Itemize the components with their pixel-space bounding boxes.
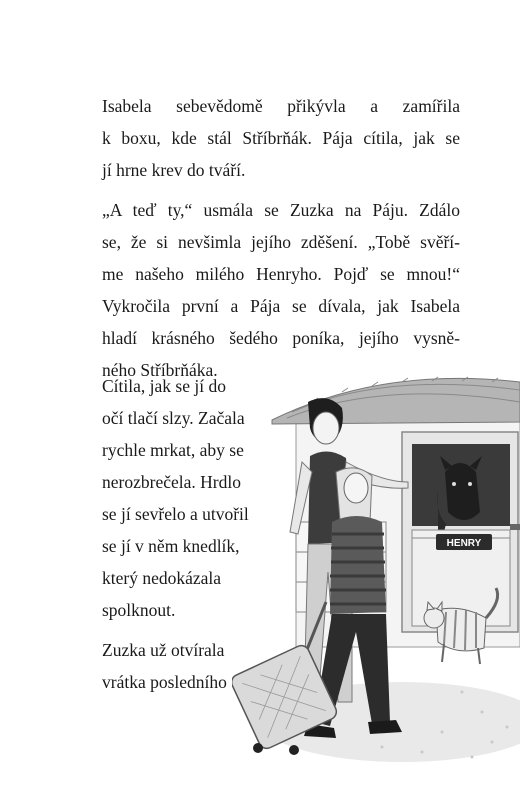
text-line: se jí sevřelo a utvořil bbox=[102, 504, 249, 524]
text-line: vrátka posledního bbox=[102, 672, 227, 692]
text-line: který nedokázala bbox=[102, 568, 222, 588]
text-line: „A teď ty,“ usmála se Zuzka na Páju. Zdálo bbox=[102, 200, 460, 220]
text-line: Vykročila první a Pája se dívala, jak Isabela bbox=[102, 296, 460, 316]
text-line: spolknout. bbox=[102, 600, 176, 620]
text-line: Zuzka už otvírala bbox=[102, 640, 225, 660]
text-line: se jí v něm knedlík, bbox=[102, 536, 240, 556]
text-line: k boxu, kde stál Stříbrňák. Pája cítila, jak se bbox=[102, 128, 460, 148]
paragraph-2 bbox=[88, 194, 460, 386]
text-line: jí hrne krev do tváří. bbox=[102, 160, 246, 180]
text-line: Isabela sebevědomě přikývla a zamířila bbox=[102, 96, 460, 116]
text-line: nerozbrečela. Hrdlo bbox=[102, 472, 241, 492]
paragraph-1 bbox=[88, 90, 460, 186]
text-line: me našeho milého Henryho. Pojď se mnou!“ bbox=[102, 264, 460, 284]
text-line: Cítila, jak se jí do bbox=[102, 376, 226, 396]
main-text bbox=[88, 90, 460, 394]
stable-illustration bbox=[232, 372, 520, 772]
text-line: hladí krásného šedého poníka, jejího vysně- bbox=[102, 328, 460, 348]
henry-sign-label: HENRY bbox=[446, 538, 482, 549]
text-line: rychle mrkat, aby se bbox=[102, 440, 244, 460]
text-line: ného Stříbrňáka. bbox=[102, 360, 218, 380]
text-line: se, že si nevšimla jejího zděšení. „Tobě svěří- bbox=[102, 232, 460, 252]
text-line: očí tlačí slzy. Začala bbox=[102, 408, 245, 428]
